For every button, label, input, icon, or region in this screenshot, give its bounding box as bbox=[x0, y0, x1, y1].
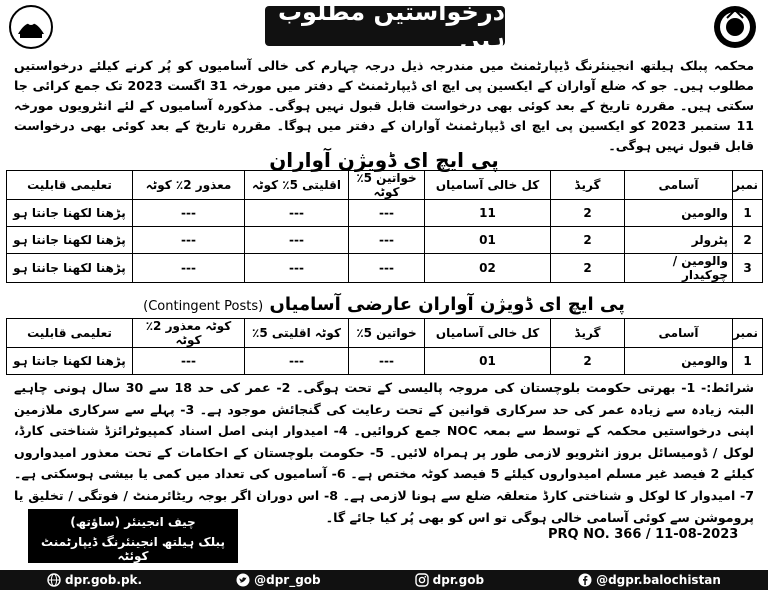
cell-minority: --- bbox=[245, 227, 349, 254]
table-row bbox=[7, 227, 763, 254]
cell-post: والومین / چوکیدار bbox=[625, 254, 733, 283]
cell-qualification: پڑھنا لکھنا جانتا ہو bbox=[7, 227, 133, 254]
cell-women: --- bbox=[349, 200, 425, 227]
cell-disabled: --- bbox=[133, 227, 245, 254]
cell-qualification: پڑھنا لکھنا جانتا ہو bbox=[7, 348, 133, 375]
col-minority: اقلیتی 5٪ کوٹہ bbox=[245, 171, 349, 200]
cell-minority: --- bbox=[245, 254, 349, 283]
table-header-row bbox=[7, 319, 763, 348]
col-post: آسامی bbox=[625, 171, 733, 200]
signature-department: پبلک ہیلتھ انجینئرنگ ڈیپارٹمنٹ کوئٹہ bbox=[41, 535, 225, 563]
prq-number: PRQ NO. 366 / 11-08-2023 bbox=[548, 527, 739, 542]
intro-paragraph: محکمہ پبلک ہیلتھ انجینئرنگ ڈیپارٹمنٹ میں مندرجہ ذیل درجہ چہارم کی خالی آسامیوں کو پُر کرنے کیلئے درخواستیں مطلوب ہیں۔ جو کہ ضلع آواران کے ایکسین پی ایچ ای ڈیپارٹمنٹ کے دفتر میں مورخہ 31 اگست 2023 تک جمع کرائی جا سکتی ہیں۔ مقررہ تاریخ کے بعد کوئی بھی درخواست قابل قبول نہیں ہوگی۔ مذکورہ آسامیوں کے لئے انٹرویوں مورخہ 11 ستمبر 2023 کو ایکسین پی ایچ ای ڈیپارٹمنٹ آواران کے دفتر میں ہوگا۔ مقررہ تاریخ کے بعد کوئی بھی درخواست قابل قبول نہیں ہوگی۔ bbox=[14, 58, 754, 153]
cell-post: والومین bbox=[625, 200, 733, 227]
footer-instagram[interactable] bbox=[415, 573, 484, 587]
cell-num: 2 bbox=[733, 227, 763, 254]
conditions-paragraph: شرائط:- 1- بھرتی حکومت بلوچستان کی مروجہ پالیسی کے تحت ہوگی۔ 2- عمر کی حد 18 سے 30 سال ہونی چاہیے البتہ زیادہ سے زیادہ عمر کی حد سرکاری قوانین کے تحت رعایت کی گنجائش موجود ہے۔ 3- پہلے سے سرکاری ملازمین اپنی درخواستیں محکمہ کے توسط سے بمعہ NOC جمع کروائیں۔ 4- امیدوار اپنی اصل اسناد کمپیوٹرائزڈ شناختی کارڈ، لوکل / ڈومیسائل بروز انٹرویو لازمی طور پر ہمراہ لائیں۔ 5- حکومت بلوچستان کے احکامات کے تحت معذور امیدواروں کیلئے 2 فیصد غیر مسلم امیدواروں کیلئے 5 فیصد کوٹہ مختص ہے۔ 6- آسامیوں کی تعداد میں کمی یا بیشی ہوسکتی ہے۔ 7- امیدوار کا لوکل و شناختی کارڈ متعلقہ ضلع سے ہونا لازمی ہے۔ 8- اس دوران اگر بوجہ ریٹائرمنٹ / فوتگی / تخلیق یا پروموشن سے کوئی آسامی خالی ہوگی تو اس کو بھی پُر کیا جائے گا۔ bbox=[14, 380, 755, 525]
emblem-icon bbox=[712, 4, 758, 50]
cell-total: 01 bbox=[425, 348, 551, 375]
footer-instagram-text: dpr.gob bbox=[432, 573, 485, 587]
footer-twitter-text: @dpr_gob bbox=[254, 573, 321, 587]
col-total: کل خالی آسامیاں bbox=[425, 319, 551, 348]
cell-num: 1 bbox=[733, 200, 763, 227]
cell-women: --- bbox=[349, 227, 425, 254]
table-row bbox=[7, 254, 763, 283]
col-post: آسامی bbox=[625, 319, 733, 348]
cell-num: 1 bbox=[733, 348, 763, 375]
cell-grade: 2 bbox=[551, 348, 625, 375]
col-total: کل خالی آسامیاں bbox=[425, 171, 551, 200]
section2-heading-urdu: پی ایچ ای ڈویژن آواران عارضی آسامیاں bbox=[269, 294, 625, 315]
section1-heading: پی ایچ ای ڈویژن آواران bbox=[269, 148, 499, 172]
col-women: خواتین 5٪ bbox=[349, 319, 425, 348]
col-disabled: معذور 2٪ کوٹہ bbox=[133, 171, 245, 200]
table-row bbox=[7, 200, 763, 227]
facebook-icon bbox=[578, 573, 592, 587]
table-header-row bbox=[7, 171, 763, 200]
instagram-icon bbox=[415, 573, 429, 587]
col-women: خواتین 5٪ کوٹہ bbox=[349, 171, 425, 200]
footer bbox=[0, 570, 768, 590]
cell-post: والومین bbox=[625, 348, 733, 375]
cell-qualification: پڑھنا لکھنا جانتا ہو bbox=[7, 200, 133, 227]
footer-facebook[interactable] bbox=[578, 573, 721, 587]
cell-grade: 2 bbox=[551, 227, 625, 254]
col-qualification: تعلیمی قابلیت bbox=[7, 171, 133, 200]
cell-grade: 2 bbox=[551, 254, 625, 283]
col-qualification: تعلیمی قابلیت bbox=[7, 319, 133, 348]
footer-website[interactable] bbox=[47, 573, 142, 587]
cell-post: پٹرولر bbox=[625, 227, 733, 254]
footer-facebook-text: @dgpr.balochistan bbox=[596, 573, 721, 587]
page-title: درخواستیں مطلوب ہیں bbox=[265, 6, 505, 46]
cell-num: 3 bbox=[733, 254, 763, 283]
col-num: نمبر bbox=[733, 319, 763, 348]
globe-icon bbox=[47, 573, 61, 587]
col-grade: گریڈ bbox=[551, 319, 625, 348]
twitter-icon bbox=[236, 573, 250, 587]
contingent-posts-table bbox=[6, 318, 763, 375]
col-minority: کوٹہ اقلیتی 5٪ bbox=[245, 319, 349, 348]
government-seal-icon bbox=[8, 4, 54, 50]
cell-women: --- bbox=[349, 254, 425, 283]
section2-heading-english: (Contingent Posts) bbox=[143, 299, 264, 314]
signature-block bbox=[28, 509, 238, 563]
footer-twitter[interactable] bbox=[236, 573, 321, 587]
signature-title: چیف انجینئر (ساؤتھ) bbox=[70, 515, 196, 529]
cell-grade: 2 bbox=[551, 200, 625, 227]
cell-women: --- bbox=[349, 348, 425, 375]
section2-heading bbox=[0, 294, 768, 315]
posts-table bbox=[6, 170, 763, 283]
cell-total: 11 bbox=[425, 200, 551, 227]
footer-website-text: dpr.gob.pk. bbox=[65, 573, 143, 587]
cell-qualification: پڑھنا لکھنا جانتا ہو bbox=[7, 254, 133, 283]
table-row bbox=[7, 348, 763, 375]
header bbox=[0, 0, 768, 56]
cell-minority: --- bbox=[245, 348, 349, 375]
col-grade: گریڈ bbox=[551, 171, 625, 200]
col-num: نمبر bbox=[733, 171, 763, 200]
cell-total: 02 bbox=[425, 254, 551, 283]
cell-total: 01 bbox=[425, 227, 551, 254]
cell-disabled: --- bbox=[133, 348, 245, 375]
cell-minority: --- bbox=[245, 200, 349, 227]
cell-disabled: --- bbox=[133, 200, 245, 227]
cell-disabled: --- bbox=[133, 254, 245, 283]
col-disabled: کوٹہ معذور 2٪ کوٹہ bbox=[133, 319, 245, 348]
